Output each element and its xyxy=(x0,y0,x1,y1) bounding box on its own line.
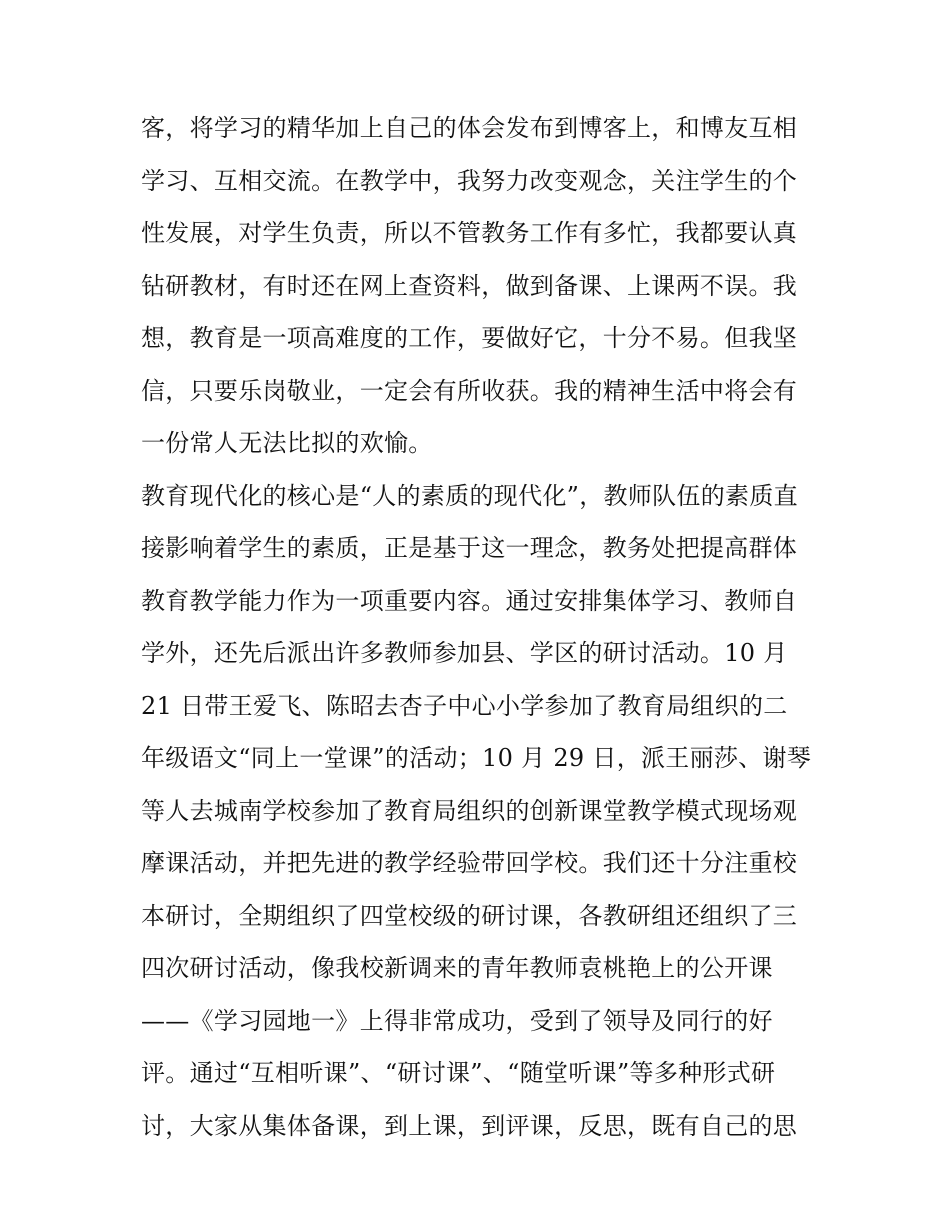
text-line: 钻研教材，有时还在网上查资料，做到备课、上课两不误。我 xyxy=(141,271,798,300)
text-line: 学外，还先后派出许多教师参加县、学区的研讨活动。10 月 xyxy=(141,639,788,667)
text-line: 摩课活动，并把先进的教学经验带回学校。我们还十分注重校 xyxy=(141,849,798,877)
text-line: 年级语文“同上一堂课”的活动；10 月 29 日，派王丽莎、谢琴 xyxy=(141,744,812,772)
text-line: 21 日带王爱飞、陈昭去杏子中心小学参加了教育局组织的二 xyxy=(141,691,788,720)
text-line: 评。通过“互相听课”、“研讨课”、“随堂听课”等多种形式研 xyxy=(141,1059,776,1087)
text-line: 信，只要乐岗敬业，一定会有所收获。我的精神生活中将会有 xyxy=(141,376,798,405)
text-line: 学习、互相交流。在教学中，我努力改变观念，关注学生的个 xyxy=(141,166,798,195)
text-line: ——《学习园地一》上得非常成功，受到了领导及同行的好 xyxy=(141,1006,773,1035)
text-line: 讨，大家从集体备课，到上课，到评课，反思，既有自己的思 xyxy=(141,1111,798,1140)
text-line: 教育现代化的核心是“人的素质的现代化”，教师队伍的素质直 xyxy=(141,481,798,510)
text-line: 一份常人无法比拟的欢愉。 xyxy=(141,429,433,457)
text-line: 教育教学能力作为一项重要内容。通过安排集体学习、教师自 xyxy=(141,586,798,615)
text-line: 四次研讨活动，像我校新调来的青年教师袁桃艳上的公开课 xyxy=(141,954,773,982)
text-line: 接影响着学生的素质，正是基于这一理念，教务处把提高群体 xyxy=(141,534,798,562)
text-line: 本研讨，全期组织了四堂校级的研讨课，各教研组还组织了三 xyxy=(141,901,798,930)
text-line: 等人去城南学校参加了教育局组织的创新课堂教学模式现场观 xyxy=(141,796,798,825)
body-text xyxy=(141,102,821,1152)
text-line: 想，教育是一项高难度的工作，要做好它，十分不易。但我坚 xyxy=(141,324,798,352)
text-line: 客，将学习的精华加上自己的体会发布到博客上，和博友互相 xyxy=(141,114,798,142)
text-line: 性发展，对学生负责，所以不管教务工作有多忙，我都要认真 xyxy=(141,219,798,247)
